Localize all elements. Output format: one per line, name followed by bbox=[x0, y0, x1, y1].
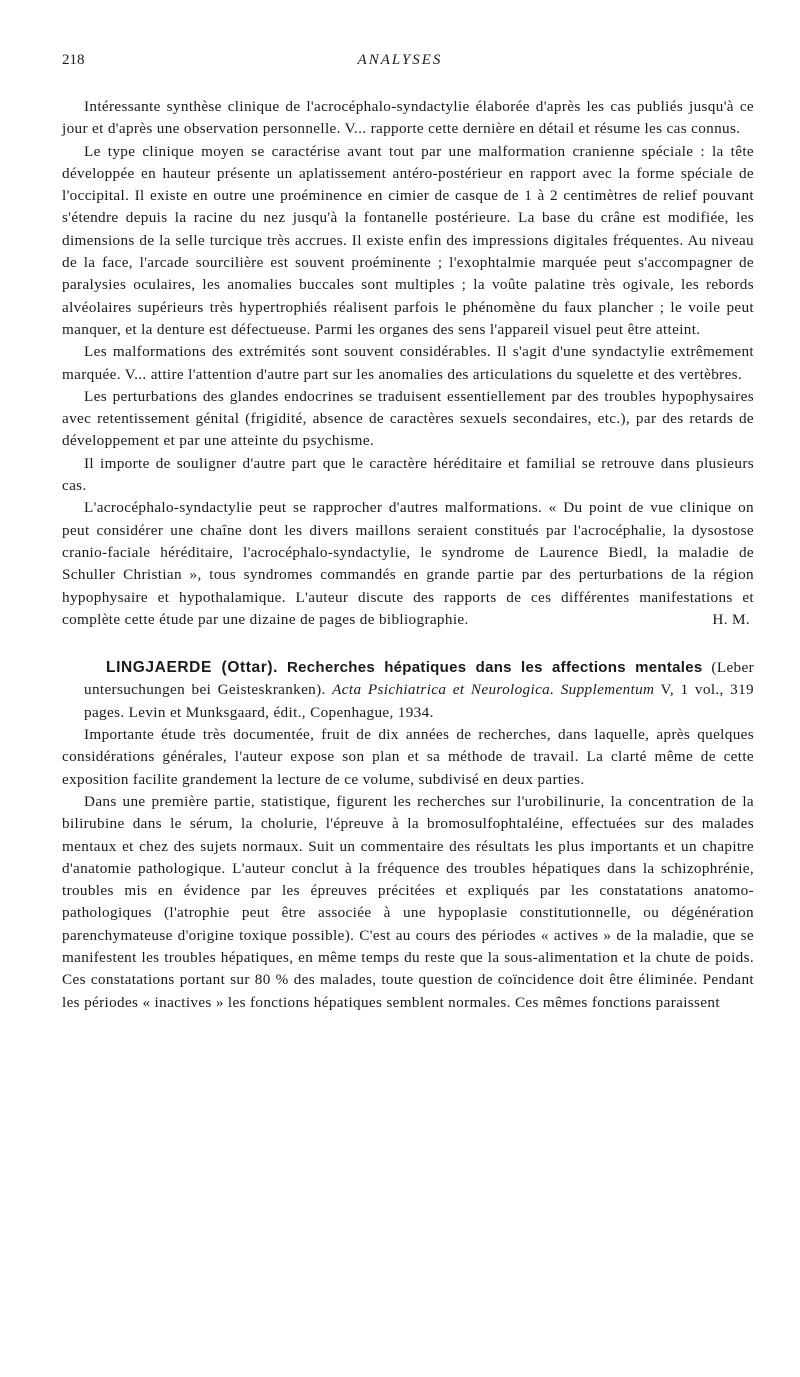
entry-author: LINGJAERDE (Ottar). bbox=[106, 659, 279, 677]
reviewer-signature: H. M. bbox=[712, 610, 750, 628]
body-paragraph: Les perturbations des glandes endocrines se traduisent essentiellement par des troubles hypophysaires avec retentissement génital (frigidité, absence de caractères sexuels secondaires, etc.), par des retards de développement et par une atteinte du psychisme. bbox=[62, 387, 754, 450]
body-paragraph: Les malformations des extrémités sont souvent considérables. Il s'agit d'une syndactylie extrêmement marquée. V... attire l'attention d'autre part sur les anomalies des articulations du squelette et des vertèbres. bbox=[62, 343, 754, 383]
review-acrocephalo-syndactylie bbox=[62, 96, 754, 631]
last-paragraph-text: L'acrocéphalo-syndactylie peut se rapprocher d'autres malformations. « Du point de vue clinique on peut considérer une chaîne dont les divers maillons seraient constitués par l'acrocéphalie, la dysostose cranio-faciale héréditaire, l'acrocéphalo-syndactylie, le syndrome de Laurence Biedl, la maladie de Schuller Christian », tous syndromes commandés en grande partie par des perturbations de la région hypophysaire et hypothalamique. L'auteur discute des rapports de ces différentes manifestations et complète cette étude par une dizaine de pages de bibliographie. bbox=[62, 499, 754, 628]
page-body bbox=[62, 96, 754, 1014]
entry-original-title: (Leber untersuchungen bei Geisteskranken). bbox=[84, 659, 754, 699]
running-title: ANALYSES bbox=[357, 52, 443, 68]
entry-journal: Acta Psichiatrica et Neurologica. Supplementum bbox=[332, 681, 655, 699]
body-paragraph: Le type clinique moyen se caractérise avant tout par une malformation cranienne spéciale : la tête développée en hauteur présente un aplatissement antéro-postérieur en rapport avec la forme spéciale de l'occipital. Il existe en outre une proéminence en cimier de casque de 1 à 2 centimètres de relief pouvant s'étendre depuis la racine du nez jusqu'à la fontanelle postérieure. La base du crâne est modifiée, les dimensions de la selle turcique très accrues. Il existe enfin des impressions digitales fréquentes. Au niveau de la face, l'arcade sourcilière est souvent proéminente ; l'exophtalmie marquée peut s'accompagner de paralysies oculaires, les anomalies buccales sont multiples ; la voûte palatine très ogivale, les rebords alvéolaires supérieurs très hypertrophiés réalisent parfois le phénomène du faux plancher ; le voile peut manquer, et la denture est défectueuse. Parmi les organes des sens l'appareil visuel peut être atteint. bbox=[62, 142, 754, 338]
entry-title: Recherches hépatiques dans les affections mentales bbox=[286, 659, 703, 677]
entry-citation: V, 1 vol., 319 pages. Levin et Munksgaard, édit., Copenhague, 1934. bbox=[84, 681, 754, 721]
page-header bbox=[62, 52, 738, 74]
body-paragraph: Il importe de souligner d'autre part que le caractère héréditaire et familial se retrouve dans plusieurs cas. bbox=[62, 454, 754, 495]
review-lingjaerde bbox=[62, 657, 754, 1014]
bibliographic-entry bbox=[62, 657, 754, 724]
body-paragraph-last bbox=[62, 497, 754, 631]
body-paragraph: Dans une première partie, statistique, figurent les recherches sur l'urobilinurie, la concentration de la bilirubine dans le sérum, la cholurie, l'épreuve à la bromosulfophtaléine, effectuées sur des malades mentaux et chez des sujets normaux. Suit un commentaire des résultats les plus importants et un chapitre d'anatomie pathologique. L'auteur conclut à la fréquence des troubles hépatiques dans la schizophrénie, troubles mis en évidence par les épreuves précitées et expliqués par les constatations anatomo-pathologiques (l'atrophie peut être associée à une hypoplasie constitutionnelle, ou dégénération parenchymateuse d'origine toxique possible). C'est au cours des périodes « actives » de la maladie, que se manifestent les troubles hépatiques, en même temps du reste que la sous-alimentation et la chute de poids. Ces constatations portant sur 80 % des malades, toute question de coïncidence doit être éliminée. Pendant les périodes « inactives » les fonctions hépatiques semblent normales. Ces mêmes fonctions paraissent bbox=[62, 792, 754, 1011]
body-paragraph: Intéressante synthèse clinique de l'acrocéphalo-syndactylie élaborée d'après les cas publiés jusqu'à ce jour et d'après une observation personnelle. V... rapporte cette dernière en détail et résume les cas connus. bbox=[62, 98, 754, 138]
page-number: 218 bbox=[62, 52, 85, 68]
body-paragraph: Importante étude très documentée, fruit de dix années de recherches, dans laquelle, après quelques considérations générales, l'auteur expose son plan et sa méthode de travail. La clarté même de cette exposition facilite grandement la lecture de ce volume, subdivisé en deux parties. bbox=[62, 726, 754, 788]
